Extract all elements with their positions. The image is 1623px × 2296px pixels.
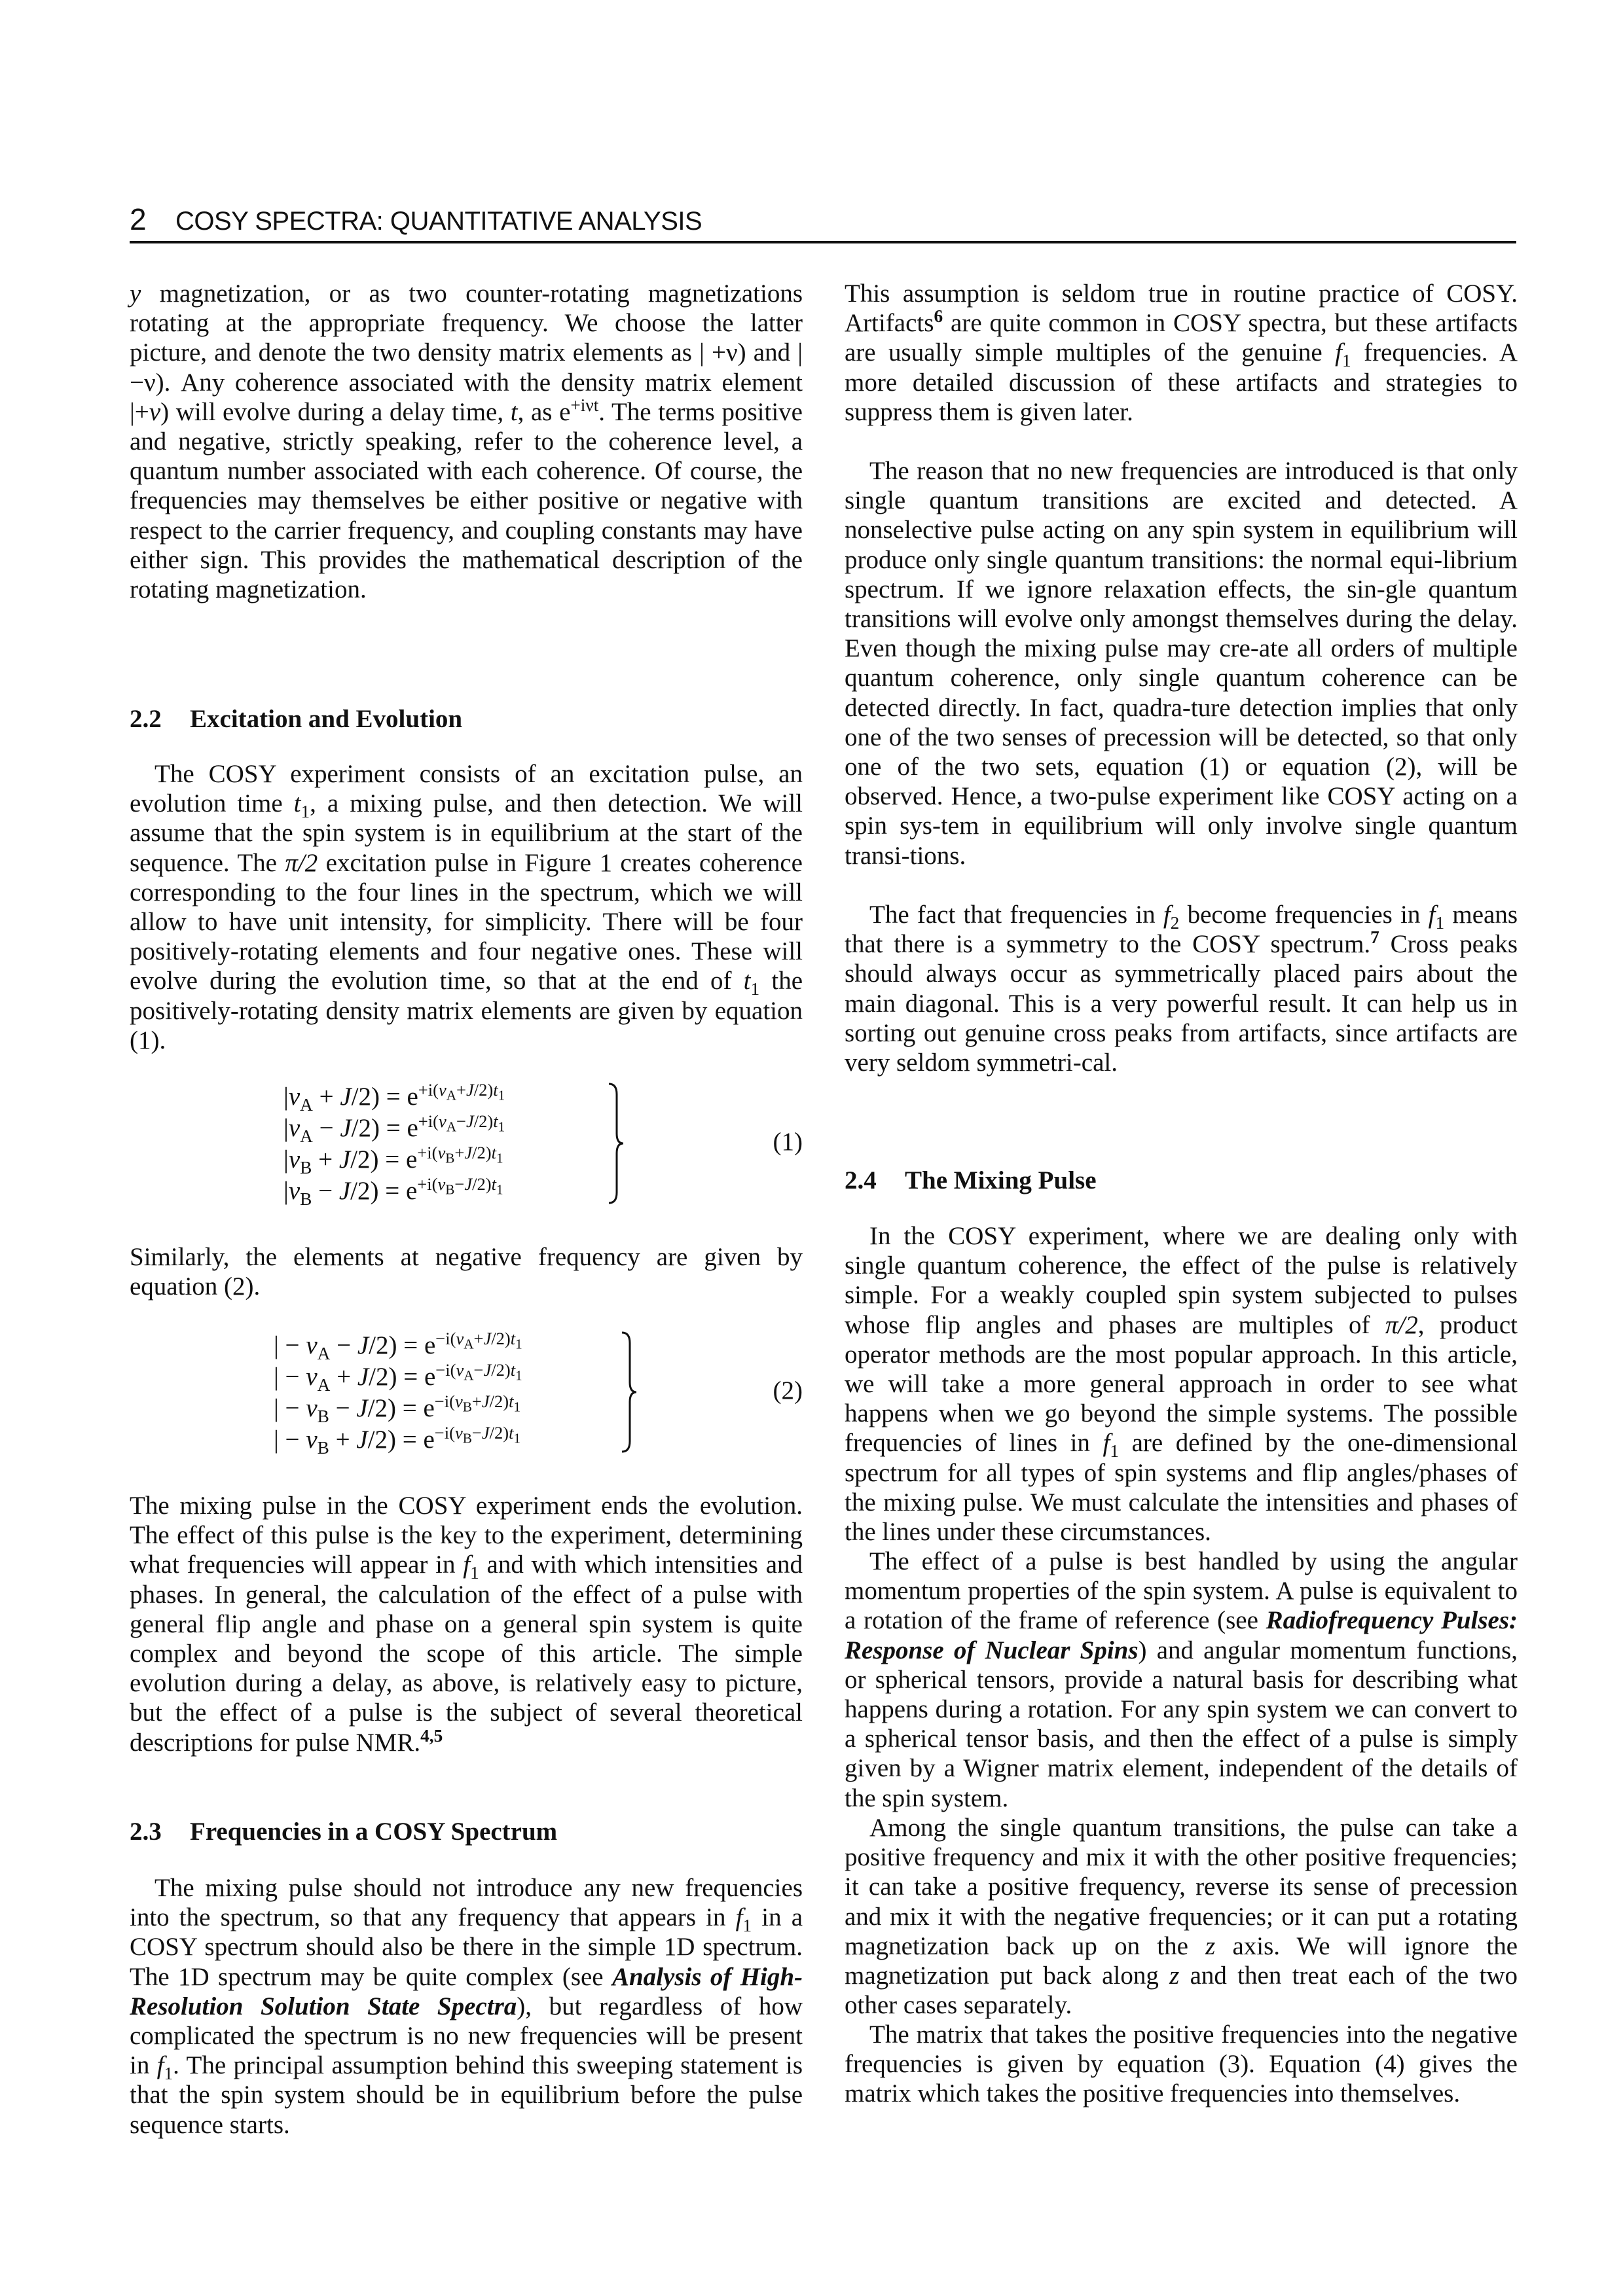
equation-1-number: (1) bbox=[773, 1128, 803, 1156]
section-2-2-para-1: The COSY experiment consists of an excitation pulse, an evolution time $t_1$, a mixing pulse, and then detection. We will assume that the spin system is in equilibrium at the start of the sequence. The π/2 excitation pulse in Figure 1 creates coherence corresponding to the four lines in the spectrum, which we will allow to have unit intensity, for simplicity. There will be four positively-rotating elements and four negative ones. These will evolve during the evolution time, so that at the end of $t_1$ the positively-rotating density matrix elements are given by equation (1). bbox=[130, 760, 803, 1054]
citation-4-5[interactable]: 4,5 bbox=[420, 1725, 443, 1746]
section-2-3-para-1: The mixing pulse should not introduce any new frequencies into the spectrum, so that any frequency that appears in $f_1$ in a COSY spectrum should also be there in the simple 1D spectrum. The 1D spectrum may be quite complex (see Analysis of High-Resolution Solution State Spectra), but regardless of how complicated the spectrum is no new frequencies will be present in $f_1$. The principal assumption behind this sweeping statement is that the spin system should be in equilibrium before the pulse sequence starts. bbox=[130, 1874, 803, 2139]
equation-2-row: | − $\nu_A + J/2) = e^{-i(\nu_A-J/2)t_1}$ bbox=[274, 1360, 522, 1395]
equation-1 bbox=[130, 1081, 803, 1212]
equation-1-row: $|\nu_A + J/2) = e^{+i(\nu_A+J/2)t_1}$ bbox=[283, 1080, 505, 1115]
section-2-4-para-1: In the COSY experiment, where we are dealing only with single quantum coherence, the effect of the pulse is relatively simple. For a weakly coupled spin system subjected to pulses whose flip angles and phases are multiples of π/2, product operator methods are the most popular approach. In this article, we will take a more general approach in order to see what happens when we go beyond the simple systems. The possible frequencies of lines in $f_1$ are defined by the one-dimensional spectrum for all types of spin systems and flip angles/phases of the mixing pulse. We must calculate the intensities and phases of the lines under these circumstances. bbox=[845, 1222, 1518, 1547]
section-2-4-para-3: Among the single quantum transitions, the pulse can take a positive frequency and mix it with the other positive frequencies; it can take a positive frequency, reverse its sense of precession and mix it with the negative frequencies; or it can put a rotating magnetization back up on the z axis. We will ignore the magnetization put back along z and then treat each of the two other cases separately. bbox=[845, 1814, 1518, 2020]
equation-1-row: $|\nu_A - J/2) = e^{+i(\nu_A-J/2)t_1}$ bbox=[283, 1111, 505, 1146]
section-2-4-heading: 2.4 The Mixing Pulse bbox=[845, 1166, 1097, 1194]
equation-2-row: | − $\nu_A - J/2) = e^{-i(\nu_A+J/2)t_1}$ bbox=[274, 1329, 522, 1363]
running-title: COSY SPECTRA: QUANTITATIVE ANALYSIS bbox=[175, 207, 702, 236]
section-2-2-para-2: Similarly, the elements at negative frequency are given by equation (2). bbox=[130, 1243, 803, 1301]
equation-2-number: (2) bbox=[773, 1376, 803, 1405]
citation-7[interactable]: 7 bbox=[1370, 927, 1379, 948]
section-2-2-para-3: The mixing pulse in the COSY experiment ends the evolution. The effect of this pulse is the key to the experiment, determining what frequencies will appear in $f_1$ and with which intensities and phases. In general, the calculation of the effect of a pulse with general flip angle and phase on a general spin system is quite complex and beyond the scope of this article. The simple evolution during a delay, as above, is relatively easy to picture, but the effect of a pulse is the subject of several theoretical descriptions for pulse NMR.$^{4,5}$ bbox=[130, 1492, 803, 1757]
reason-paragraph: The reason that no new frequencies are introduced is that only single quantum transitions are excited and detected. A nonselective pulse acting on any spin system in equilibrium will produce only single quantum transitions: the normal equi-librium spectrum. If we ignore relaxation effects, the sin-gle quantum transitions will evolve only amongst themselves during the delay. Even though the mixing pulse may cre-ate all orders of multiple quantum coherence, only single quantum coherence can be detected directly. In fact, quadra-ture detection implies that only one of the two senses of precession will be detected, so that only one of the two sets, equation (1) or equation (2), will be observed. Hence, a two-pulse experiment like COSY acting on a spin sys-tem in equilibrium will only involve single quantum transi-tions. bbox=[845, 457, 1518, 870]
citation-6[interactable]: 6 bbox=[934, 306, 943, 327]
cross-ref-high-resolution-spectra[interactable]: Analysis of High-Resolution Solution State Spectra bbox=[130, 1962, 803, 2020]
header-rule bbox=[130, 241, 1516, 243]
running-head bbox=[130, 202, 1516, 237]
section-2-4-para-2: The effect of a pulse is best handled by using the angular momentum properties of the spin system. A pulse is equivalent to a rotation of the frame of reference (see Radiofrequency Pulses: Response of Nuclear Spins) and angular momentum functions, or spherical tensors, provide a natural basis for describing what happens during a rotation. For any spin system we can convert to a spherical tensor basis, and then the effect of a pulse is simply given by a Wigner matrix element, independent of the details of the spin system. bbox=[845, 1547, 1518, 1812]
section-2-4-para-4: The matrix that takes the positive frequencies into the negative frequencies is given by equation (3). Equation (4) gives the matrix which takes the positive frequencies into themselves. bbox=[845, 2020, 1518, 2108]
equation-2-row: | − $\nu_B - J/2) = e^{-i(\nu_B+J/2)t_1}$ bbox=[274, 1391, 521, 1426]
equation-1-row: $|\nu_B - J/2) = e^{+i(\nu_B-J/2)t_1}$ bbox=[283, 1174, 503, 1209]
page-number: 2 bbox=[130, 202, 147, 236]
section-2-3-heading: 2.3 Frequencies in a COSY Spectrum bbox=[130, 1818, 558, 1846]
continuation-paragraph: This assumption is seldom true in routine practice of COSY. Artifacts$^6$ are quite common in COSY spectra, but these artifacts are usually simple multiples of the genuine $f_1$ frequencies. A more detailed discussion of these artifacts and strategies to suppress them is given later. bbox=[845, 279, 1518, 426]
equation-1-row: $|\nu_B + J/2) = e^{+i(\nu_B+J/2)t_1}$ bbox=[283, 1143, 503, 1177]
intro-paragraph: y magnetization, or as two counter-rotating magnetizations rotating at the appropriate frequency. We choose the latter picture, and denote the two density matrix elements as | +ν) and | −ν). Any coherence associated with the density matrix element |+ν) will evolve during a delay time, t, as $e^{+i\nu t}$. The terms positive and negative, strictly speaking, refer to the coherence level, a quantum number associated with each coherence. Of course, the frequencies may themselves be either positive or negative with respect to the carrier frequency, and coupling constants may have either sign. This provides the mathematical description of the rotating magnetization. bbox=[130, 279, 803, 604]
section-2-2-heading: 2.2 Excitation and Evolution bbox=[130, 705, 463, 733]
cross-ref-radiofrequency-pulses[interactable]: Radiofrequency Pulses: Response of Nuclear Spins bbox=[845, 1606, 1518, 1664]
equation-2 bbox=[130, 1330, 803, 1461]
symmetry-paragraph: The fact that frequencies in $f_2$ become frequencies in $f_1$ means that there is a symmetry to the COSY spectrum.$^7$ Cross peaks should always occur as symmetrically placed pairs about the main diagonal. This is a very powerful result. It can help us in sorting out genuine cross peaks from artifacts, since artifacts are very seldom symmetri-cal. bbox=[845, 901, 1518, 1077]
equation-2-row: | − $\nu_B + J/2) = e^{-i(\nu_B-J/2)t_1}$ bbox=[274, 1423, 521, 1458]
right-brace-icon bbox=[606, 1081, 626, 1206]
right-brace-icon bbox=[619, 1330, 639, 1454]
